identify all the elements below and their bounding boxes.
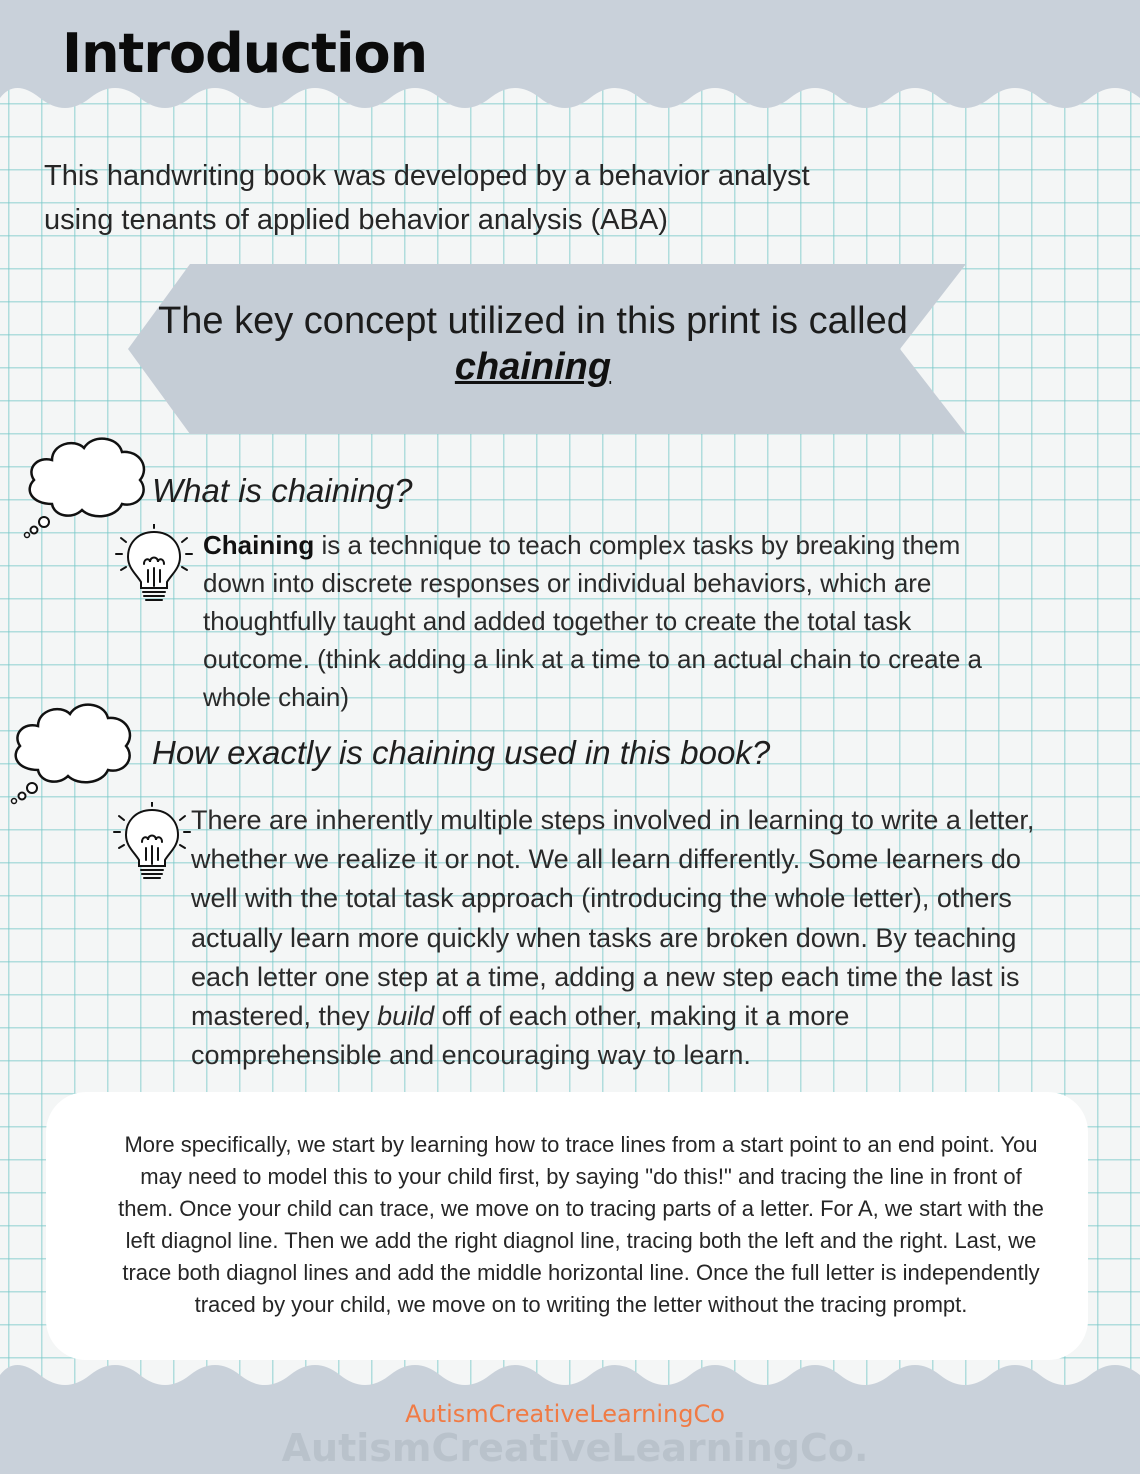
paragraph-line: whole chain) — [203, 682, 349, 712]
question-how-chaining-used: How exactly is chaining used in this book? — [152, 734, 771, 771]
lightbulb-icon — [114, 524, 194, 608]
intro-line: This handwriting book was developed by a behavior analyst — [44, 160, 810, 192]
page-title: Introduction — [62, 22, 428, 85]
paragraph-line: down into discrete responses or individual behaviors, which are — [203, 568, 932, 598]
paragraph-line: is a technique to teach complex tasks by breaking them — [314, 530, 961, 560]
paragraph-line: mastered, they — [191, 1001, 378, 1032]
paragraph-line: There are inherently multiple steps involved in learning to write a letter, — [191, 805, 1035, 835]
key-concept-keyword: chaining — [454, 346, 612, 388]
chaining-definition — [203, 526, 1083, 716]
details-line: traced by your child, we move on to writing the letter without the tracing prompt. — [194, 1292, 968, 1317]
thought-cloud-icon — [8, 698, 138, 808]
intro-paragraph — [44, 154, 944, 242]
details-line: left diagnol line. Then we add the right diagnol line, tracing both the left and the right. Last, we — [125, 1228, 1037, 1253]
paragraph-line: comprehensible and encouraging way to learn. — [191, 1040, 751, 1071]
question-what-is-chaining: What is chaining? — [152, 472, 413, 509]
brand-watermark: AutismCreativeLearningCo. — [281, 1426, 869, 1470]
lightbulb-icon — [112, 802, 192, 886]
brand-name: AutismCreativeLearningCo — [405, 1400, 725, 1428]
paragraph-line: actually learn more quickly when tasks are broken down. By teaching — [191, 922, 1017, 953]
paragraph-line: well with the total task approach (introducing the whole letter), others — [191, 883, 1012, 914]
details-line: them. Once your child can trace, we move on to tracing parts of a letter. For A, we start with the — [118, 1196, 1044, 1221]
paragraph-line: outcome. (think adding a link at a time to an actual chain to create a — [203, 644, 983, 674]
paragraph-line: each letter one step at a time, adding a new step each time the last is — [191, 961, 1020, 992]
intro-line: using tenants of applied behavior analysis (ABA) — [44, 204, 668, 236]
emphasis-build: build — [377, 1001, 435, 1032]
details-line: may need to model this to your child first, by saying "do this!" and tracing the line in front of — [140, 1164, 1022, 1189]
details-line: More specifically, we start by learning how to trace lines from a start point to an end point. You — [124, 1132, 1038, 1157]
paragraph-line: off of each other, making it a more — [434, 1001, 850, 1032]
key-concept-line: The key concept utilized in this print is called — [158, 300, 908, 342]
paragraph-line: thoughtfully taught and added together to create the total task — [203, 606, 912, 636]
details-paragraph — [66, 1129, 1096, 1321]
key-concept-text — [128, 298, 938, 390]
paragraph-line: whether we realize it or not. We all learn differently. Some learners do — [191, 844, 1021, 875]
details-line: trace both diagnol lines and add the middle horizontal line. Once the full letter is independently — [122, 1260, 1040, 1285]
chaining-term: Chaining — [203, 530, 315, 560]
chaining-in-book-paragraph — [191, 801, 1111, 1075]
